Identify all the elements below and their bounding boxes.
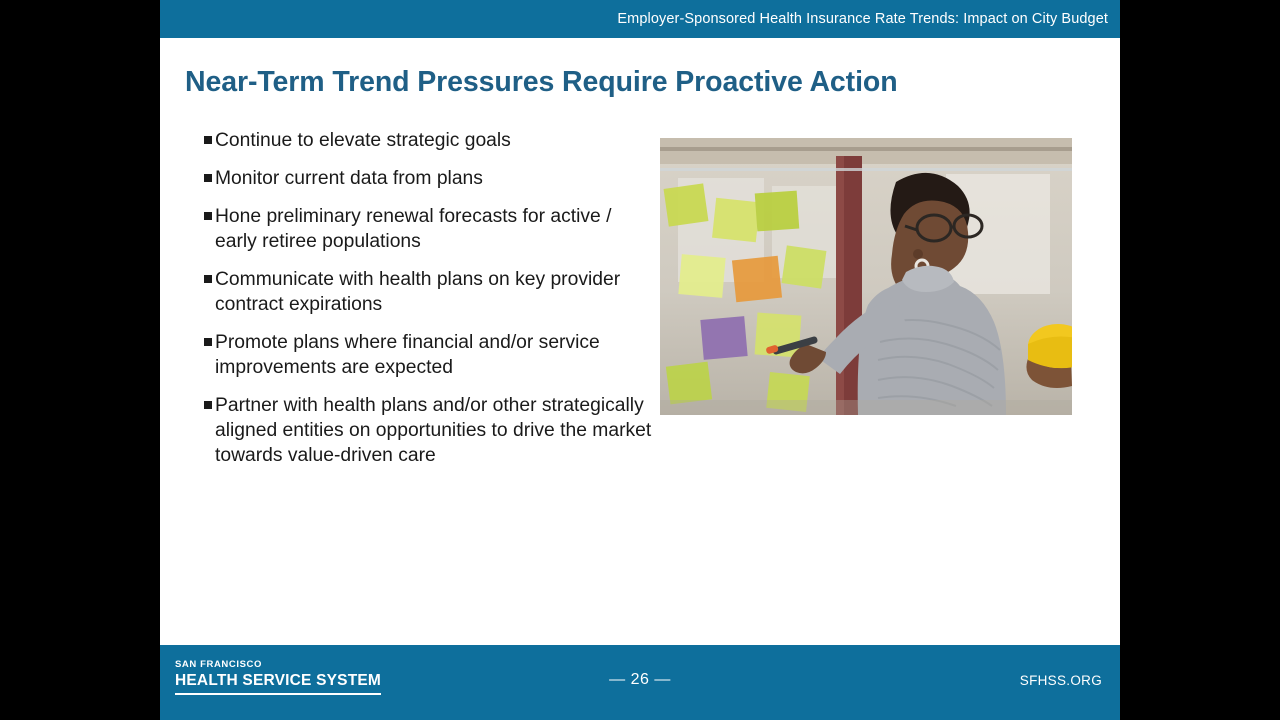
- slide-footer-bar: [160, 645, 1120, 720]
- slide: [160, 0, 1120, 720]
- page-number: — 26 —: [609, 671, 671, 688]
- logo-main-text: HEALTH SERVICE SYSTEM: [175, 671, 381, 695]
- bullet-marker-icon: [204, 275, 212, 283]
- list-item-text: Communicate with health plans on key provider contract expirations: [215, 269, 621, 315]
- list-item: [182, 166, 652, 191]
- bullet-list: [182, 128, 652, 481]
- site-url: SFHSS.ORG: [1019, 673, 1102, 688]
- bullet-marker-icon: [204, 401, 212, 409]
- list-item-text: Monitor current data from plans: [215, 168, 483, 189]
- list-item: [182, 393, 652, 468]
- slide-image: [660, 138, 1072, 415]
- bullet-marker-icon: [204, 212, 212, 220]
- page-title: Near-Term Trend Pressures Require Proactive Action: [185, 66, 898, 98]
- list-item-text: Promote plans where financial and/or service improvements are expected: [215, 332, 600, 378]
- bullet-marker-icon: [204, 338, 212, 346]
- list-item-text: Partner with health plans and/or other strategically aligned entities on opportunities to drive the market towards value-driven care: [215, 395, 652, 466]
- bullet-marker-icon: [204, 136, 212, 144]
- list-item: [182, 267, 652, 317]
- list-item-text: Continue to elevate strategic goals: [215, 130, 511, 151]
- bullet-marker-icon: [204, 174, 212, 182]
- slide-header-bar: [160, 0, 1120, 38]
- list-item-text: Hone preliminary renewal forecasts for active / early retiree populations: [215, 206, 612, 252]
- list-item: [182, 128, 652, 153]
- list-item: [182, 204, 652, 254]
- list-item: [182, 330, 652, 380]
- logo-top-text: SAN FRANCISCO: [175, 659, 262, 670]
- deck-title: Employer-Sponsored Health Insurance Rate Trends: Impact on City Budget: [617, 11, 1108, 27]
- office-photo-illustration: [660, 138, 1072, 415]
